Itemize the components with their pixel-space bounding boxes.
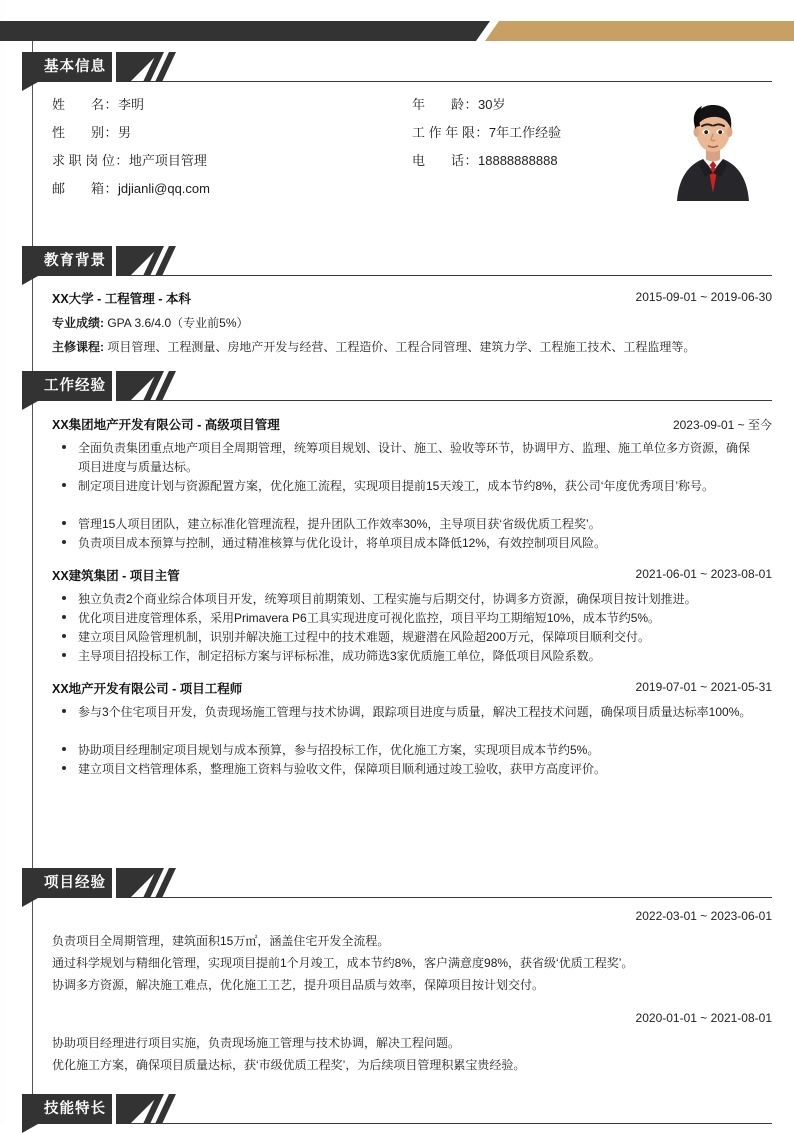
info-label: 邮 箱: [52, 181, 105, 196]
bullet-text: 负责项目成本预算与控制，通过精准核算与优化设计，将单项目成本降低12%，有效控制项目风险。: [78, 536, 607, 550]
work-date-1: 2021-06-01 ~ 2023-08-01: [635, 567, 772, 581]
education-gpa-value: GPA 3.6/4.0（专业前5%）: [107, 316, 249, 330]
section-rule: [120, 897, 772, 898]
section-project-experience: [0, 868, 794, 1072]
bullet-text: 协助项目经理制定项目规划与成本预算，参与招投标工作，优化施工方案，实现项目成本节约5%。: [78, 743, 600, 757]
project-line: 优化施工方案，确保项目质量达标，获‘市级优质工程奖’，为后续项目管理积累宝贵经验。: [52, 1058, 526, 1072]
education-courses-line: [52, 338, 695, 355]
education-title: XX大学 - 工程管理 - 本科: [52, 292, 191, 306]
top-banner-gold-stripe: [485, 21, 794, 41]
section-notch: [22, 898, 38, 907]
bullet-dot-icon: [62, 634, 66, 638]
work-bullet: [62, 534, 754, 553]
work-bullet: [62, 703, 754, 722]
info-colon: ：: [104, 125, 118, 140]
bullet-text: 优化项目进度管理体系，采用Primavera P6工具实现进度可视化监控，项目平均工期缩短10%，成本节约5%。: [78, 611, 661, 625]
section-rule: [120, 400, 772, 401]
project-line: 负责项目全周期管理，建筑面积15万㎡，涵盖住宅开发全流程。: [52, 934, 390, 948]
section-header-education: [0, 246, 794, 276]
section-header-project: [0, 868, 794, 898]
info-row-email: [52, 178, 210, 197]
info-label: 求 职 岗 位: [52, 153, 115, 168]
project-date-1: 2020-01-01 ~ 2021-08-01: [635, 1011, 772, 1025]
section-rule: [120, 81, 772, 82]
top-banner: [0, 21, 794, 41]
info-value: 男: [118, 125, 132, 140]
section-title-education: 教育背景: [22, 246, 112, 276]
project-date-0: 2022-03-01 ~ 2023-06-01: [635, 909, 772, 923]
info-colon: ：: [104, 181, 118, 196]
work-bullet: [62, 477, 754, 496]
work-bullet: [62, 609, 754, 628]
basic-info-body: [0, 82, 794, 212]
bullet-dot-icon: [62, 747, 66, 751]
info-value: 地产项目管理: [128, 153, 207, 168]
bullet-text: 管理15人项目团队，建立标准化管理流程，提升团队工作效率30%，主导项目获‘省级优质工程奖’。: [78, 517, 601, 531]
info-colon: ：: [464, 153, 478, 168]
section-work-experience: [0, 371, 794, 776]
info-row-position: [52, 150, 207, 169]
section-header-skills: [0, 1094, 794, 1124]
bullet-dot-icon: [62, 766, 66, 770]
bullet-text: 参与3个住宅项目开发，负责现场施工管理与技术协调，跟踪项目进度与质量，解决工程技术问题，确保项目质量达标率100%。: [78, 705, 752, 719]
section-title-project: 项目经验: [22, 868, 112, 898]
info-label: 年 龄: [412, 97, 465, 112]
info-row-gender: [52, 122, 131, 141]
top-banner-dark-stripe: [0, 21, 490, 41]
info-label: 性 别: [52, 125, 105, 140]
bullet-text: 建立项目风险管理机制，识别并解决施工过程中的技术难题，规避潜在风险超200万元，保障项目顺利交付。: [78, 630, 651, 644]
section-title-work: 工作经验: [22, 371, 112, 401]
bullet-dot-icon: [62, 483, 66, 487]
section-basic-info: [0, 52, 794, 196]
work-bullet: [62, 628, 754, 647]
project-line: 协助项目经理进行项目实施，负责现场施工管理与技术协调，解决工程问题。: [52, 1036, 461, 1050]
project-line: 协调多方资源，解决施工难点，优化施工工艺，提升项目品质与效率，保障项目按计划交付。: [52, 978, 545, 992]
info-colon: ：: [475, 125, 489, 140]
info-row-years: [412, 122, 561, 141]
info-value: 李明: [118, 97, 145, 112]
section-title-basic-info: 基本信息: [22, 52, 112, 82]
info-row-phone: [412, 150, 558, 169]
info-label: 电 话: [412, 153, 465, 168]
bullet-text: 主导项目招投标工作，制定招标方案与评标标准，成功筛选3家优质施工单位，降低项目风险系数。: [78, 649, 601, 663]
info-value: 18888888888: [478, 153, 558, 168]
info-colon: ：: [115, 153, 129, 168]
avatar: [669, 93, 757, 201]
work-bullet: [62, 590, 754, 609]
info-value: 30岁: [478, 97, 506, 112]
section-notch: [22, 401, 38, 410]
info-row-age: [412, 94, 505, 113]
education-gpa-label: 专业成绩:: [52, 316, 104, 330]
info-value: jdjianli@qq.com: [118, 181, 210, 196]
bullet-dot-icon: [62, 521, 66, 525]
section-skills: [0, 1094, 794, 1124]
portrait-photo-icon: [669, 93, 757, 201]
education-date: 2015-09-01 ~ 2019-06-30: [635, 290, 772, 304]
bullet-text: 建立项目文档管理体系，整理施工资料与验收文件，保障项目顺利通过竣工验收，获甲方高度评价。: [78, 762, 607, 776]
info-value: 7年工作经验: [488, 125, 562, 140]
info-row-name: [52, 94, 144, 113]
section-rule: [120, 275, 772, 276]
education-gpa-line: [52, 314, 249, 331]
work-bullet: [62, 647, 754, 666]
bullet-text: 独立负责2个商业综合体项目开发，统筹项目前期策划、工程实施与后期交付，协调多方资源，确保项目按计划推进。: [78, 592, 697, 606]
work-title-0: XX集团地产开发有限公司 - 高级项目管理: [52, 418, 280, 432]
section-notch: [22, 1124, 38, 1133]
section-title-skills: 技能特长: [22, 1094, 112, 1124]
work-title-1: XX建筑集团 - 项目主管: [52, 569, 180, 583]
work-bullet: [62, 439, 754, 477]
work-date-0: 2023-09-01 ~ 至今: [672, 418, 772, 432]
education-body: [0, 276, 794, 356]
project-line: 通过科学规划与精细化管理，实现项目提前1个月竣工，成本节约8%，客户满意度98%，获省级‘优质工程奖’。: [52, 956, 634, 970]
section-education: [0, 246, 794, 354]
section-header-basic-info: [0, 52, 794, 82]
work-title-2: XX地产开发有限公司 - 项目工程师: [52, 682, 243, 696]
section-header-work: [0, 371, 794, 401]
bullet-dot-icon: [62, 653, 66, 657]
bullet-dot-icon: [62, 709, 66, 713]
info-label: 工 作 年 限: [412, 125, 475, 140]
work-bullet: [62, 760, 754, 779]
info-colon: ：: [104, 97, 118, 112]
info-colon: ：: [464, 97, 478, 112]
education-courses-value: 项目管理、工程测量、房地产开发与经营、工程造价、工程合同管理、建筑力学、工程施工技术、工程监理等。: [107, 340, 696, 354]
bullet-text: 制定项目进度计划与资源配置方案，优化施工流程，实现项目提前15天竣工，成本节约8%，获公司‘年度优秀项目’称号。: [78, 479, 715, 493]
bullet-text: 全面负责集团重点地产项目全周期管理，统筹项目规划、设计、施工、验收等环节，协调甲方、监理、施工单位多方资源，确保项目进度与质量达标。: [78, 441, 751, 474]
work-bullet: [62, 515, 754, 534]
bullet-dot-icon: [62, 615, 66, 619]
bullet-dot-icon: [62, 596, 66, 600]
section-rule: [120, 1123, 772, 1124]
bullet-dot-icon: [62, 445, 66, 449]
work-bullet: [62, 741, 754, 760]
info-label: 姓 名: [52, 97, 105, 112]
education-courses-label: 主修课程:: [52, 340, 104, 354]
work-date-2: 2019-07-01 ~ 2021-05-31: [635, 680, 772, 694]
bullet-dot-icon: [62, 540, 66, 544]
